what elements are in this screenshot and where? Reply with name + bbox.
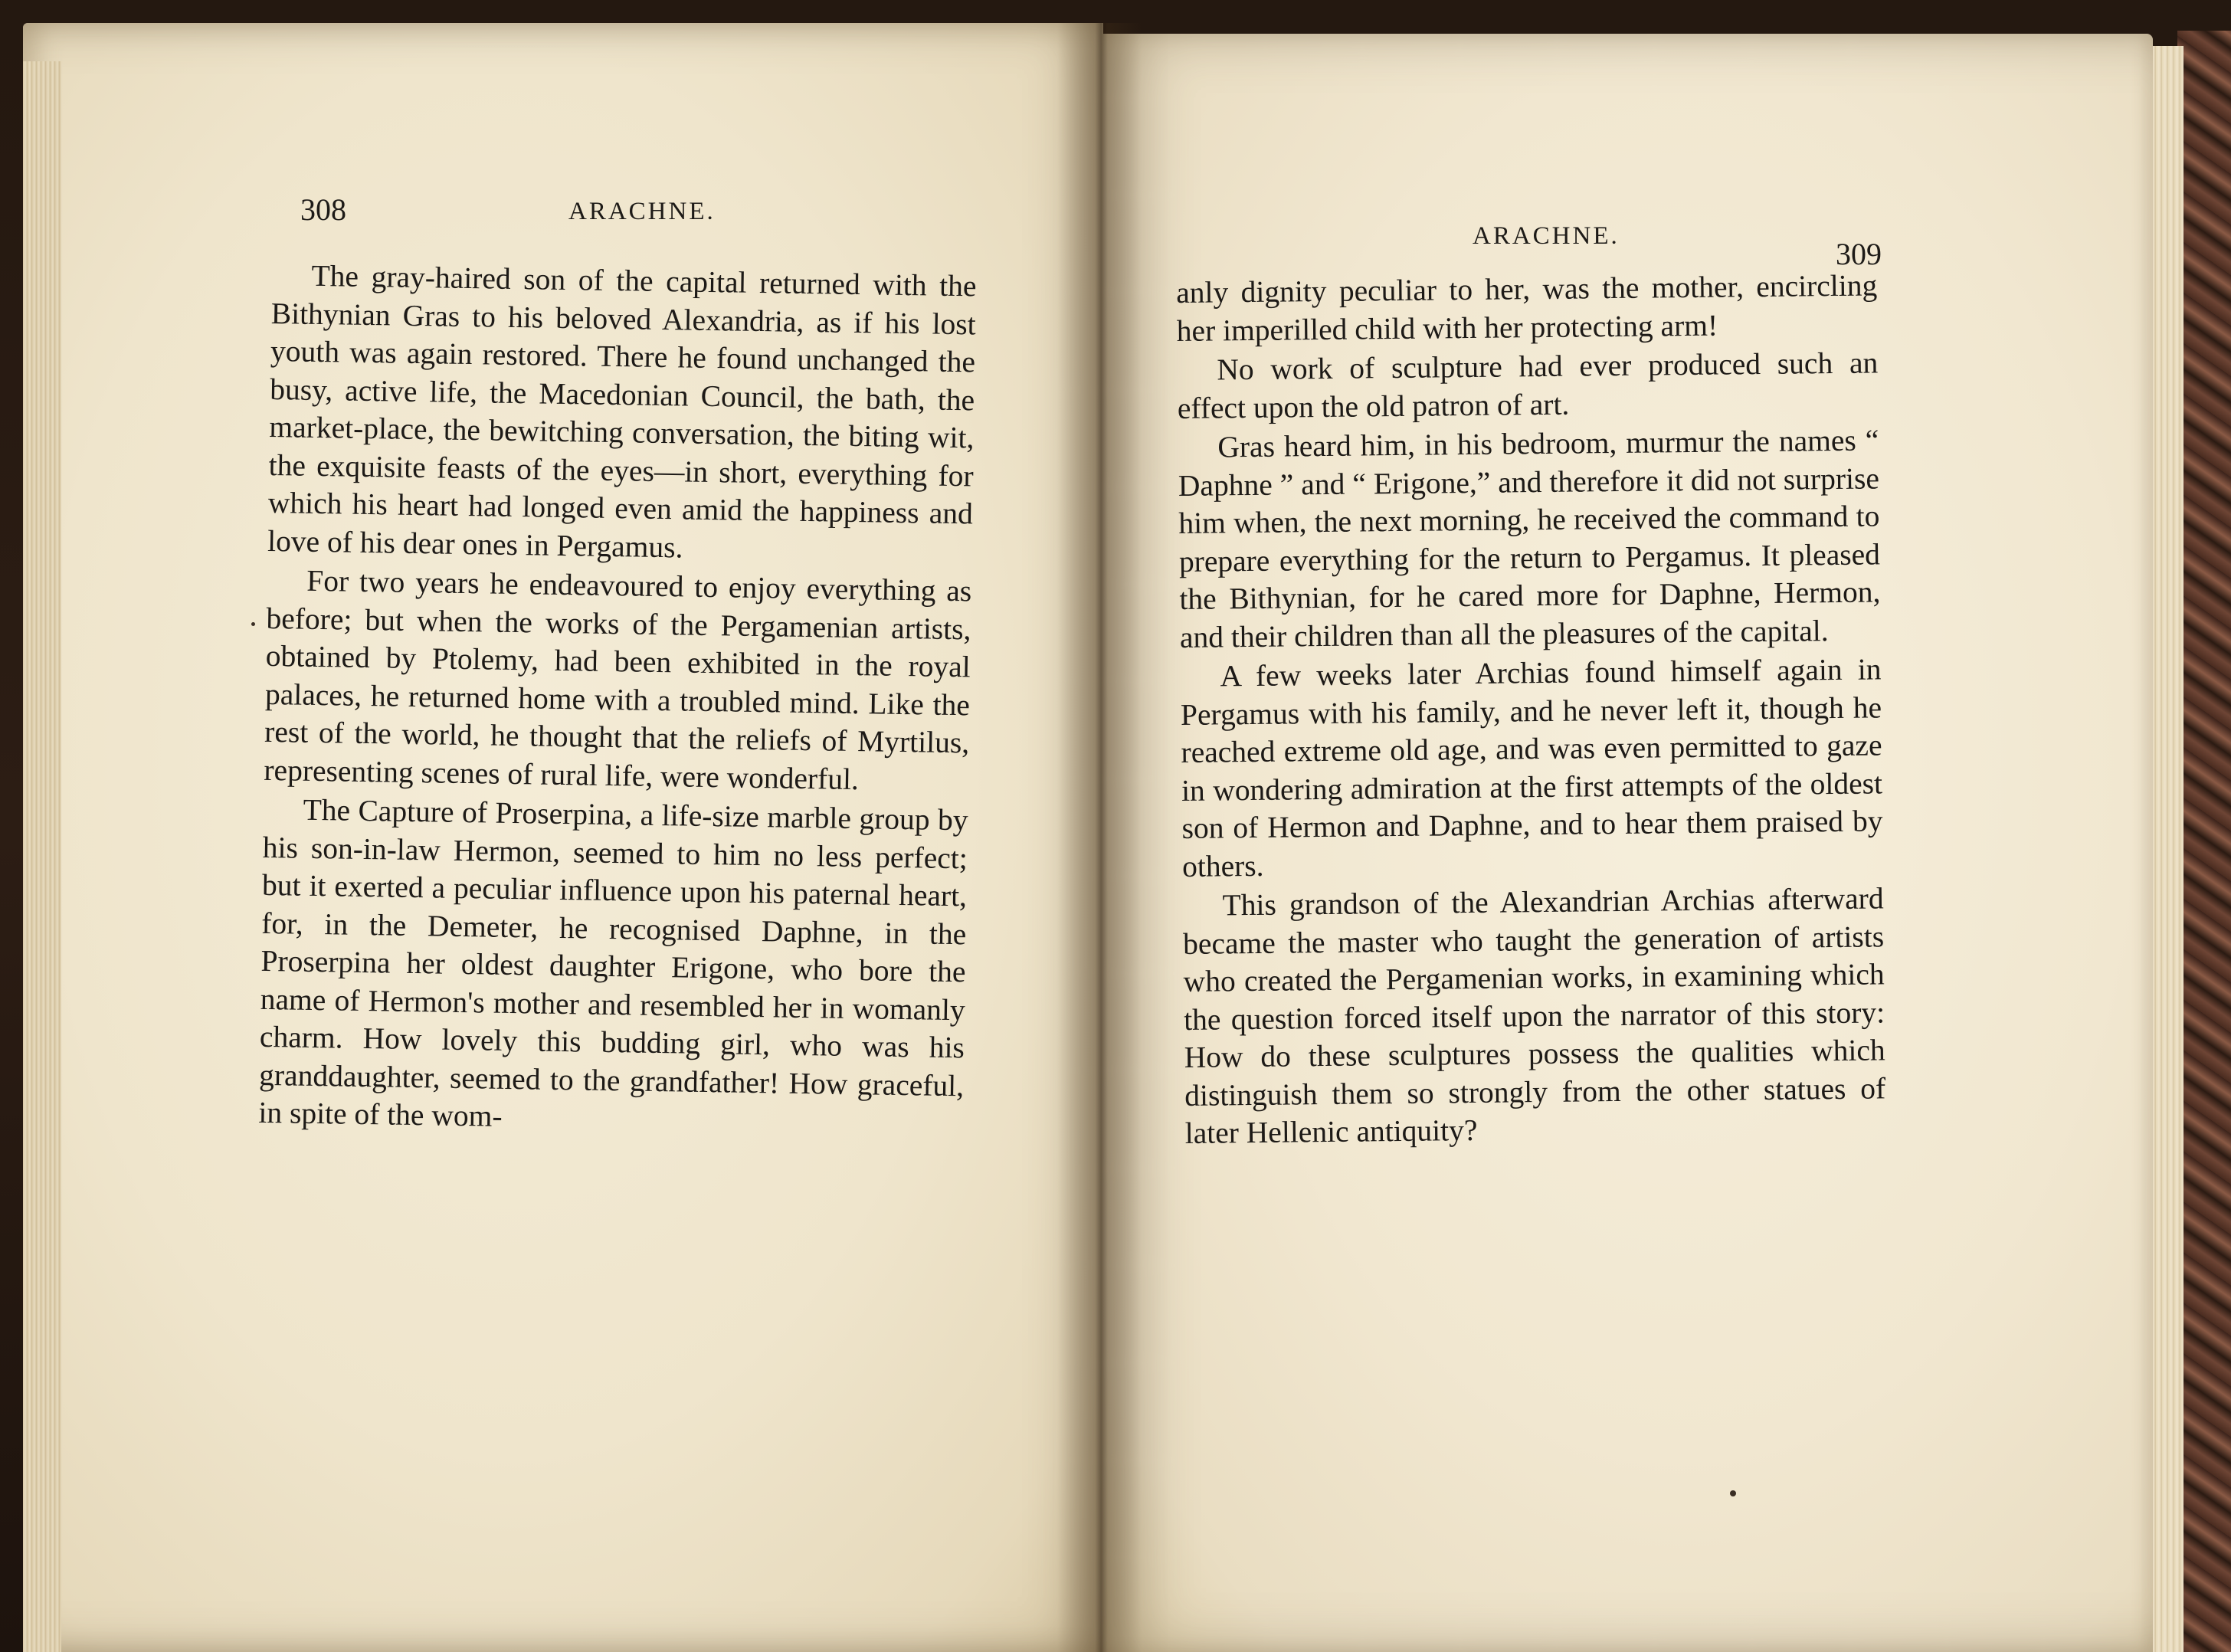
- right-paragraph-2: No work of sculpture had ever produced such an effect upon the old patron of art.: [1177, 346, 1879, 425]
- left-paragraph-3: The Capture of Proserpina, a life-size marble group by his son-in-law Hermon, seemed to him no less perfect; but it exerted a peculiar influence upon his paternal heart, for, in the Demeter, he recognised Daphne, in the Proserpina her oldest daughter Erigone, who bore the name of Hermon's mother and resembled her in womanly charm. How lovely this budding girl, who was his granddaughter, seemed to the grandfather! How graceful, in spite of the wom-: [258, 792, 968, 1133]
- left-page-body: [258, 257, 977, 1143]
- right-paragraph-5: This grandson of the Alexandrian Archias afterward became the master who taught the generation of artists who created the Pergamenian works, in examining which the question forced itself upon the narrator of this story: How do these sculptures possess the qualities which distinguish them so strongly from the other statues of later Hellenic antiquity?: [1182, 881, 1886, 1150]
- right-running-head: ARACHNE.: [1473, 222, 1620, 250]
- book-gutter: [1057, 23, 1142, 1652]
- right-page-body: [1176, 267, 1886, 1152]
- right-paragraph-4: A few weeks later Archias found himself again in Pergamus with his family, and he never left it, though he reached extreme old age, and was even permitted to gaze in wondering admiration at the first attempts of the oldest son of Hermon and Daphne, and to hear them praised by others.: [1180, 652, 1883, 883]
- right-paragraph-3: Gras heard him, in his bedroom, murmur the names “ Daphne ” and “ Erigone,” and therefore it did not surprise him when, the next morning, he received the command to prepare everything for the return to Pergamus. It pleased the Bithynian, for he cared more for Daphne, Hermon, and their children than all the pleasures of the capital.: [1178, 423, 1881, 654]
- left-running-head: ARACHNE.: [568, 198, 716, 225]
- right-page-number: 309: [1836, 237, 1882, 271]
- paper-speck: [251, 622, 255, 626]
- left-page-number: 308: [300, 192, 346, 227]
- right-paragraph-1: anly dignity peculiar to her, was the mother, encircling her imperilled child with her protecting arm!: [1176, 268, 1878, 348]
- left-page-edges: [23, 61, 61, 1652]
- marbled-cover-edge: [2177, 31, 2231, 1652]
- left-paragraph-1: The gray-haired son of the capital returned with the Bithynian Gras to his beloved Alexandria, as if his lost youth was again restored. There he found unchanged the busy, active life, the Macedonian Council, the bath, the market-place, the bewitching conversation, the biting wit, the exquisite feasts of the eyes—in short, everything for which his heart had longed even amid the happiness and love of his dear ones in Pergamus.: [267, 258, 977, 564]
- left-paragraph-2: For two years he endeavoured to enjoy everything as before; but when the works of the Pergamenian artists, obtained by Ptolemy, had been exhibited in the royal palaces, he returned home with a troubled mind. Like the rest of the world, he thought that the reliefs of Myrtilus, representing scenes of rural life, were wonderful.: [264, 563, 972, 796]
- paper-speck: [1730, 1490, 1736, 1496]
